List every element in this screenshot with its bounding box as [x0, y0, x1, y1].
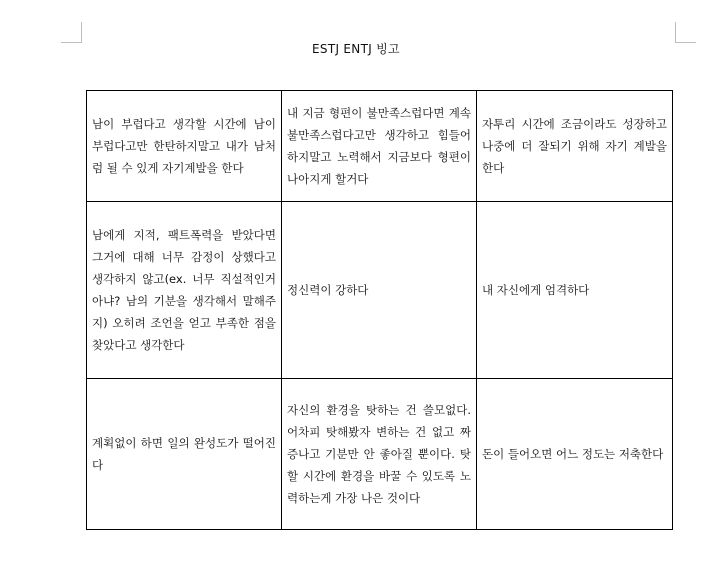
bingo-table — [86, 90, 673, 530]
table-row — [87, 379, 673, 530]
bingo-cell[interactable]: 돈이 들어오면 어느 정도는 저축한다 — [477, 379, 673, 530]
bingo-cell[interactable]: 남이 부럽다고 생각할 시간에 남이 부럽다고만 한탄하지말고 내가 남처럼 될 수 있게 자기계발을 한다 — [87, 91, 282, 202]
document-title: ESTJ ENTJ 빙고 — [312, 42, 400, 56]
table-row — [87, 202, 673, 379]
bingo-cell[interactable]: 내 자신에게 엄격하다 — [477, 202, 673, 379]
table-row — [87, 91, 673, 202]
bingo-cell[interactable]: 자신의 환경을 탓하는 건 쓸모없다. 어차피 탓해봤자 변하는 건 없고 짜증나고 기분만 안 좋아질 뿐이다. 탓할 시간에 환경을 바꿀 수 있도록 노력하는게 가장 나은 것이다 — [282, 379, 477, 530]
bingo-cell[interactable]: 정신력이 강하다 — [282, 202, 477, 379]
bingo-cell[interactable]: 자투리 시간에 조금이라도 성장하고 나중에 더 잘되기 위해 자기 계발을 한다 — [477, 91, 673, 202]
bingo-cell[interactable]: 계획없이 하면 일의 완성도가 떨어진다 — [87, 379, 282, 530]
bingo-cell[interactable]: 내 지금 형편이 불만족스럽다면 계속 불만족스럽다고만 생각하고 힘들어하지말고 노력해서 지금보다 형편이 나아지게 할거다 — [282, 91, 477, 202]
bingo-cell[interactable]: 남에게 지적, 팩트폭력을 받았다면 그거에 대해 너무 감정이 상했다고 생각하지 않고(ex. 너무 직설적인거 아냐? 남의 기분을 생각해서 말해주지) 오히려 조언을 얻고 부족한 점을 찾았다고 생각한다 — [87, 202, 282, 379]
